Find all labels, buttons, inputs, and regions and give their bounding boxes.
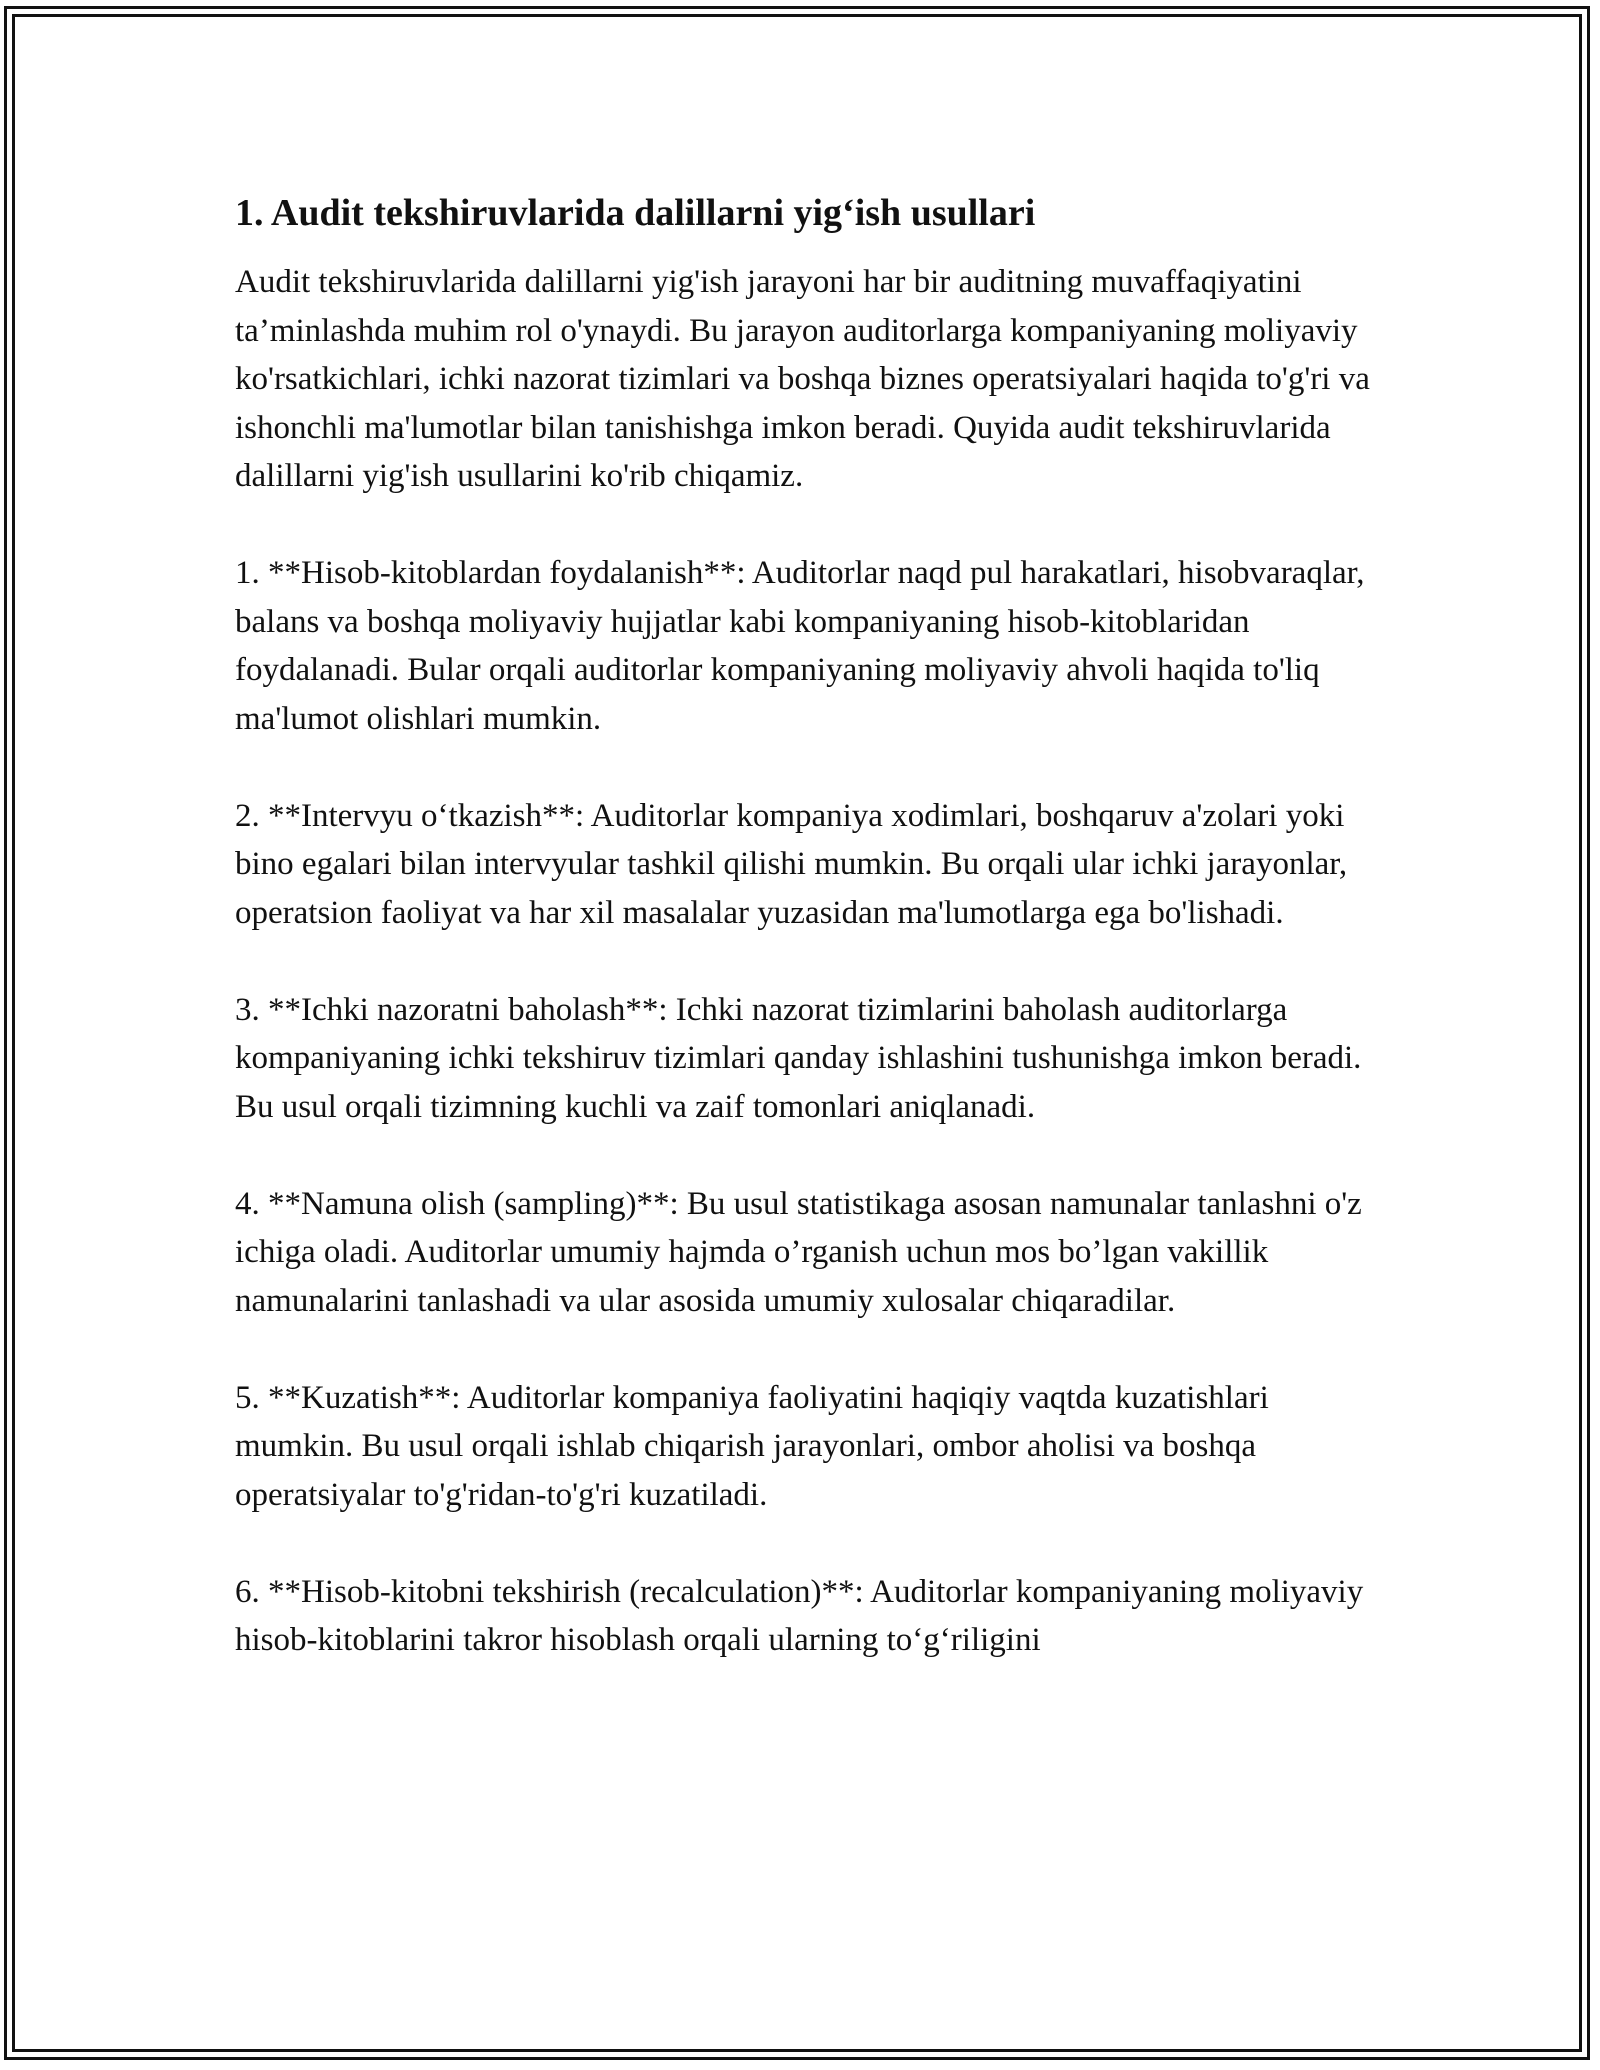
list-item-kuzatish: 5. **Kuzatish**: Auditorlar kompaniya faoliyatini haqiqiy vaqtda kuzatishlari mumkin. Bu usul orqali ishlab chiqarish jarayonlari, ombor aholisi va boshqa operatsiyalar to'g'ridan-to'g'ri kuzatiladi. <box>235 1379 1269 1513</box>
list-item-hisob-kitoblar: 1. **Hisob-kitoblardan foydalanish**: Auditorlar naqd pul harakatlari, hisobvaraqlar, balans va boshqa moliyaviy hujjatlar kabi kompaniyaning hisob-kitoblaridan foydalanadi. Bular orqali auditorlar kompaniyaning moliyaviy ahvoli haqida to'liq ma'lumot olishlari mumkin. <box>235 555 1365 737</box>
section-heading: 1. Audit tekshiruvlarida dalillarni yig‘ish usullari <box>235 192 1036 234</box>
list-item-intervyu: 2. **Intervyu o‘tkazish**: Auditorlar kompaniya xodimlari, boshqaruv a'zolari yoki bino egalari bilan intervyular tashkil qilishi mumkin. Bu orqali ular ichki jarayonlar, operatsion faoliyat va har xil masalalar yuzasidan ma'lumotlarga ega bo'lishadi. <box>235 797 1348 931</box>
intro-paragraph: Audit tekshiruvlarida dalillarni yig'ish jarayoni har bir auditning muvaffaqiyatini ta’minlashda muhim rol o'ynaydi. Bu jarayon auditorlarga kompaniyaning moliyaviy ko'rsatkichlari, ichki nazorat tizimlari va boshqa biznes operatsiyalari haqida to'g'ri va ishonchli ma'lumotlar bilan tanishishga imkon beradi. Quyida audit tekshiruvlarida dalillarni yig'ish usullarini ko'rib chiqamiz. <box>235 264 1370 494</box>
list-item-namuna-olish: 4. **Namuna olish (sampling)**: Bu usul statistikaga asosan namunalar tanlashni o'z ichiga oladi. Auditorlar umumiy hajmda o’rganish uchun mos bo’lgan vakillik namunalarini tanlashadi va ular asosida umumiy xulosalar chiqaradilar. <box>235 1185 1362 1319</box>
list-item-ichki-nazorat: 3. **Ichki nazoratni baholash**: Ichki nazorat tizimlarini baholash auditorlarga kompaniyaning ichki tekshiruv tizimlari qanday ishlashini tushunishga imkon beradi. Bu usul orqali tizimning kuchli va zaif tomonlari aniqlanadi. <box>235 991 1362 1125</box>
document-body <box>235 186 1375 1713</box>
list-item-recalculation: 6. **Hisob-kitobni tekshirish (recalculation)**: Auditorlar kompaniyaning moliyaviy hisob-kitoblarini takror hisoblash orqali ularning to‘g‘riligini <box>235 1573 1364 1658</box>
